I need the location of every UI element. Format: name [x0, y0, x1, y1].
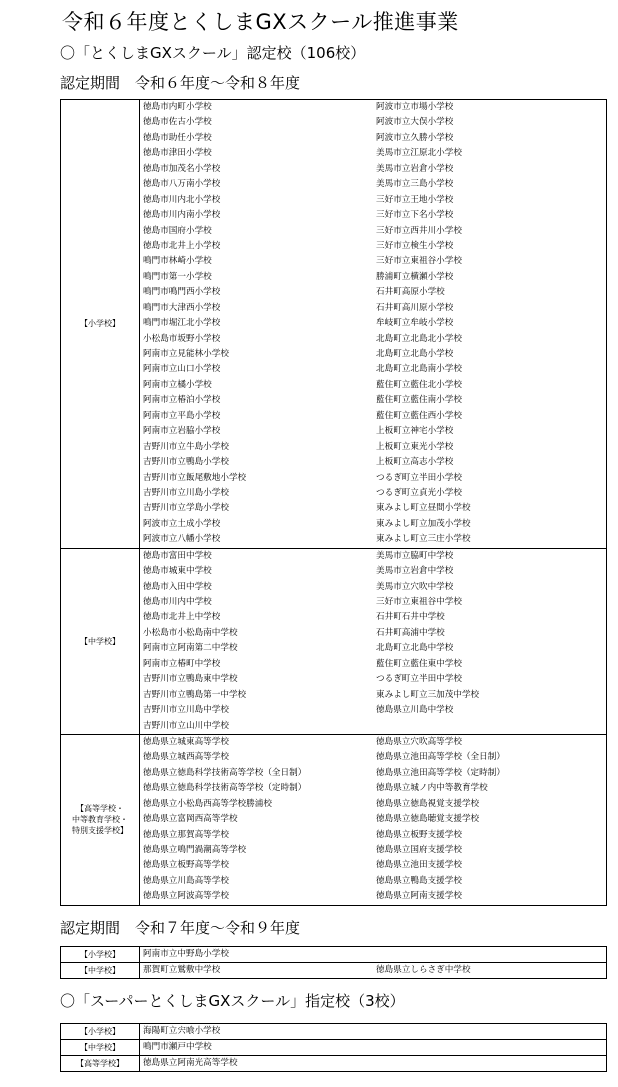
period2-school-left: 那賀町立鷲敷中学校 [140, 963, 374, 979]
school-name: 阿波市立八幡小学校 [143, 534, 221, 545]
school-name: 小松島市小松島南中学校 [143, 627, 238, 638]
school-name: 徳島県立徳島視覚支援学校 [376, 798, 480, 809]
school-name: 徳島市川内北小学校 [143, 194, 221, 205]
period1-label: 認定期間 令和６年度～令和８年度 [60, 74, 301, 92]
school-name: 東みよし町立三加茂中学校 [376, 689, 480, 700]
school-name: 徳島市国府小学校 [143, 225, 212, 236]
school-name: 美馬市立岩倉小学校 [376, 163, 454, 174]
school-name: 吉野川市立鴨島小学校 [143, 457, 229, 468]
period2-school-right [373, 947, 607, 963]
school-name: 三好市立東祖谷小学校 [376, 256, 462, 267]
school-name: 徳島市津田小学校 [143, 148, 212, 159]
school-name: 徳島県立阿南支援学校 [376, 891, 462, 902]
junior-high-right-column [373, 548, 607, 734]
period2-category: 【小学校】 [61, 947, 140, 963]
school-name: つるぎ町立貞光小学校 [376, 487, 462, 498]
period2-category: 【中学校】 [61, 963, 140, 979]
junior-high-left-column [140, 548, 374, 734]
school-name: 徳島県立川島中学校 [376, 705, 454, 716]
school-name: 徳島県立徳島科学技術高等学校（全日制） [143, 767, 307, 778]
period2-row [61, 947, 607, 963]
school-name: 徳島県立小松島西高等学校勝浦校 [143, 798, 272, 809]
school-name: 美馬市立岩倉中学校 [376, 566, 454, 577]
school-name: 徳島県立穴吹高等学校 [376, 736, 462, 747]
school-name: 三好市立東祖谷中学校 [376, 597, 462, 607]
school-name: 徳島県立板野支援学校 [376, 829, 462, 840]
school-name: 徳島県立板野高等学校 [143, 860, 229, 871]
category-junior-high: 【中学校】 [61, 548, 140, 734]
school-name: 徳島県立徳島科学技術高等学校（定時制） [143, 783, 307, 794]
school-name: 阿南市立阿南第二中学校 [143, 643, 238, 654]
school-name: つるぎ町立半田小学校 [376, 472, 462, 483]
school-name: 徳島県立城西高等学校 [143, 752, 229, 763]
section2-table [60, 1023, 607, 1072]
school-name: 石井町石井中学校 [376, 612, 445, 623]
section2-row [61, 1024, 607, 1040]
school-name: 徳島市佐古小学校 [143, 117, 212, 128]
school-name: 徳島県立池田支援学校 [376, 860, 462, 871]
period2-label: 認定期間 令和７年度～令和９年度 [60, 919, 301, 937]
school-name: 阿南市立見能林小学校 [143, 349, 229, 359]
school-name: 鳴門市大津西小学校 [143, 302, 221, 313]
category-elementary: 【小学校】 [61, 100, 140, 549]
school-name: 藍住町立藍住南小学校 [376, 395, 462, 406]
school-name: 三好市立王地小学校 [376, 194, 454, 205]
school-name: 徳島市内町小学校 [143, 102, 212, 112]
school-name: 徳島県立徳島聴覚支援学校 [376, 814, 480, 825]
school-name: 牟岐町立牟岐小学校 [376, 318, 454, 329]
school-name: 徳島市八万南小学校 [143, 179, 221, 190]
school-name: 小松島市坂野小学校 [143, 333, 221, 344]
section2-school: 鳴門市瀬戸中学校 [140, 1040, 607, 1056]
school-name: 勝浦町立横瀬小学校 [376, 271, 454, 282]
junior-high-row [61, 548, 607, 734]
school-name: 上板町立神宅小学校 [376, 426, 454, 437]
school-name: 北島町立北島北小学校 [376, 333, 462, 344]
school-name: 徳島県立阿波高等学校 [143, 891, 229, 902]
school-name: 上板町立東光小学校 [376, 441, 454, 452]
school-name: 吉野川市立川島小学校 [143, 487, 229, 498]
school-name: 美馬市立脇町中学校 [376, 550, 454, 561]
school-name: 阿波市立土成小学校 [143, 518, 221, 529]
school-name: 阿波市立大俣小学校 [376, 117, 454, 128]
school-name: 三好市立下名小学校 [376, 210, 454, 221]
school-name: 美馬市立江原北小学校 [376, 148, 462, 159]
school-name: 阿南市立橘小学校 [143, 379, 212, 390]
section2-row [61, 1056, 607, 1072]
school-name: 吉野川市立山川中学校 [143, 720, 229, 731]
period2-row [61, 963, 607, 979]
school-name: 徳島市川内中学校 [143, 597, 212, 607]
school-name: 石井町高浦中学校 [376, 627, 445, 638]
school-name: 美馬市立三島小学校 [376, 179, 454, 190]
section2-row [61, 1040, 607, 1056]
section2-heading: 〇「スーパーとくしまGXスクール」指定校（3校） [60, 992, 405, 1010]
school-name: 徳島県立富岡西高等学校 [143, 814, 238, 825]
school-name: 藍住町立藍住西小学校 [376, 410, 462, 421]
elementary-row [61, 100, 607, 549]
period2-school-right: 徳島県立しらさぎ中学校 [373, 963, 607, 979]
school-name: 阿波市立久勝小学校 [376, 132, 454, 143]
page-title: 令和６年度とくしまGXスクール推進事業 [62, 10, 459, 34]
high-school-left-column [140, 734, 374, 905]
school-name: 徳島県立池田高等学校（全日制） [376, 752, 505, 763]
section2-category: 【小学校】 [61, 1024, 140, 1040]
school-name: 吉野川市立鴨島第一中学校 [143, 689, 247, 700]
section1-heading: 〇「とくしまGXスクール」認定校（106校） [60, 44, 366, 62]
school-name: 鳴門市堀江北小学校 [143, 318, 221, 329]
school-name: 美馬市立穴吹中学校 [376, 581, 454, 592]
school-name: 石井町高川原小学校 [376, 302, 454, 313]
school-name: 吉野川市立牛島小学校 [143, 441, 229, 452]
school-name: 北島町立北島中学校 [376, 643, 454, 654]
school-name: 三好市立検生小学校 [376, 240, 454, 251]
school-name: 徳島県立城東高等学校 [143, 736, 229, 747]
school-name: 徳島市北井上中学校 [143, 612, 221, 623]
school-name: 徳島県立国府支援学校 [376, 845, 462, 855]
school-name: 吉野川市立川島中学校 [143, 705, 229, 716]
high-school-right-column [373, 734, 607, 905]
elementary-left-column [140, 100, 374, 549]
section2-school: 徳島県立阿南光高等学校 [140, 1056, 607, 1072]
school-name: 徳島市加茂名小学校 [143, 163, 221, 174]
school-name: 上板町立高志小学校 [376, 457, 454, 468]
school-name: 徳島県立那賀高等学校 [143, 829, 229, 840]
school-name: 徳島市北井上小学校 [143, 240, 221, 251]
period2-school-left: 阿南市立中野島小学校 [140, 947, 374, 963]
school-name: 徳島県立川島高等学校 [143, 875, 229, 886]
school-name: 北島町立北島南小学校 [376, 364, 462, 375]
school-name: 徳島県立鳴門渦潮高等学校 [143, 845, 247, 855]
school-name: 徳島県立城ノ内中等教育学校 [376, 783, 488, 794]
school-name: 徳島市川内南小学校 [143, 210, 221, 221]
high-school-row [61, 734, 607, 905]
school-name: 石井町高原小学校 [376, 287, 445, 298]
school-name: 吉野川市立鴨島東中学校 [143, 674, 238, 685]
school-name: つるぎ町立半田中学校 [376, 674, 462, 685]
section2-category: 【中学校】 [61, 1040, 140, 1056]
school-name: 東みよし町立昼間小学校 [376, 503, 471, 514]
school-name: 鳴門市鳴門西小学校 [143, 287, 221, 298]
school-name: 阿波市立市場小学校 [376, 102, 454, 112]
period2-table [60, 946, 607, 979]
school-name: 北島町立北島小学校 [376, 349, 454, 359]
school-name: 阿南市立平島小学校 [143, 410, 221, 421]
school-name: 吉野川市立学島小学校 [143, 503, 229, 514]
school-name: 徳島市助任小学校 [143, 132, 212, 143]
category-high-school: 【高等学校・ 中等教育学校・ 特別支援学校】 [61, 734, 140, 905]
school-name: 阿南市立岩脇小学校 [143, 426, 221, 437]
school-name: 徳島県立鴨島支援学校 [376, 875, 462, 886]
school-name: 鳴門市第一小学校 [143, 271, 212, 282]
school-name: 東みよし町立三庄小学校 [376, 534, 471, 545]
school-name: 阿南市立椿町中学校 [143, 658, 221, 669]
school-name: 徳島市城東中学校 [143, 566, 212, 577]
school-name: 阿南市立山口小学校 [143, 364, 221, 375]
school-name: 東みよし町立加茂小学校 [376, 518, 471, 529]
section2-school: 海陽町立宍喰小学校 [140, 1024, 607, 1040]
section2-category: 【高等学校】 [61, 1056, 140, 1072]
school-name: 吉野川市立飯尾敷地小学校 [143, 472, 247, 483]
school-name: 阿南市立椿泊小学校 [143, 395, 221, 406]
school-name: 徳島県立池田高等学校（定時制） [376, 767, 505, 778]
school-name: 徳島市入田中学校 [143, 581, 212, 592]
period1-table [60, 99, 607, 906]
school-name: 三好市立西井川小学校 [376, 225, 462, 236]
school-name: 藍住町立藍住北小学校 [376, 379, 462, 390]
school-name: 徳島市富田中学校 [143, 550, 212, 561]
school-name: 藍住町立藍住東中学校 [376, 658, 462, 669]
school-name: 鳴門市林崎小学校 [143, 256, 212, 267]
elementary-right-column [373, 100, 607, 549]
